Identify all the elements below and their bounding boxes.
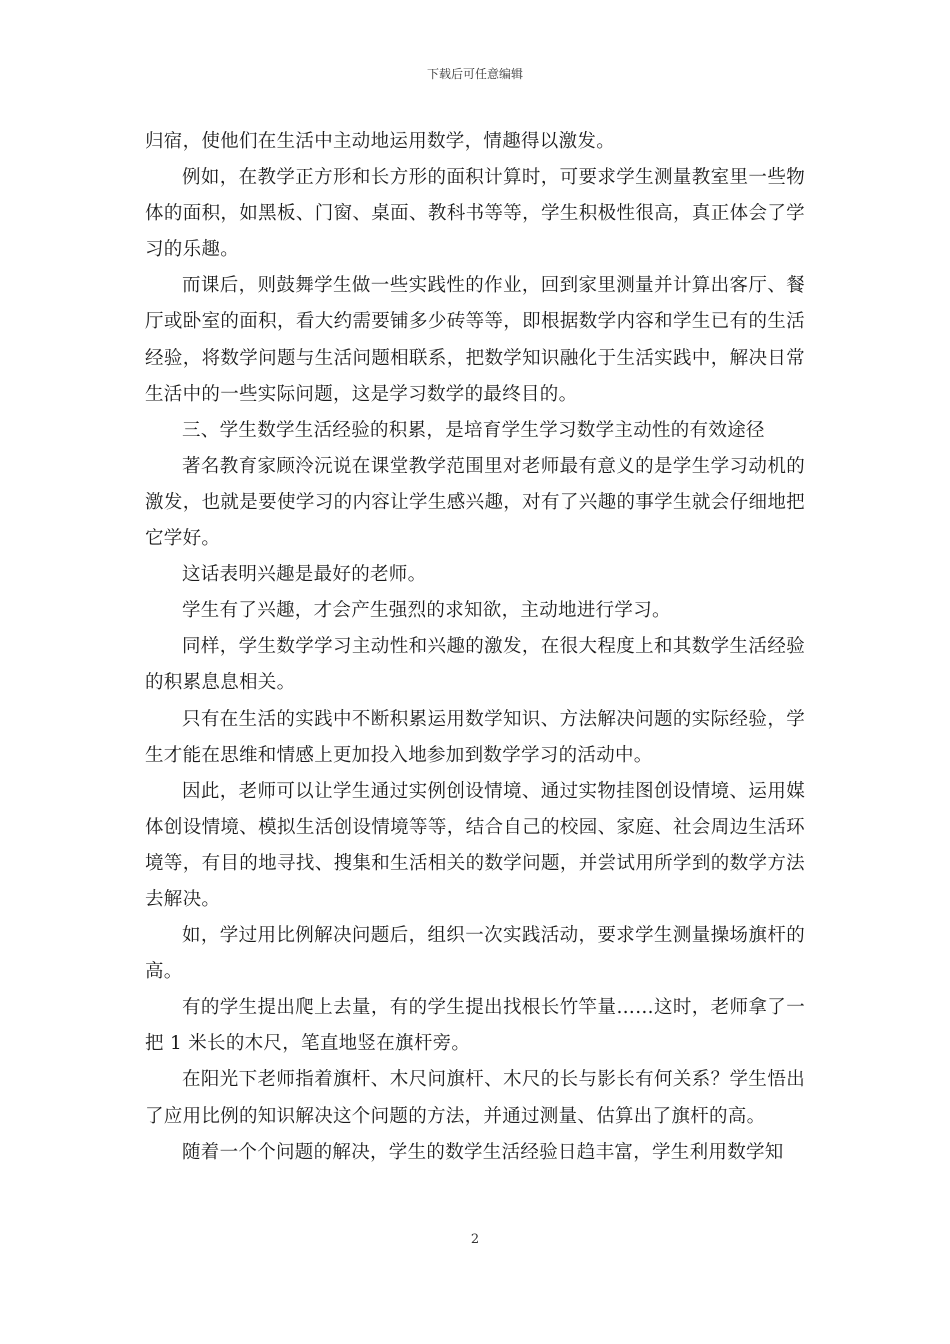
paragraph: 学生有了兴趣，才会产生强烈的求知欲，主动地进行学习。	[182, 600, 671, 622]
paragraph: 这话表明兴趣是最好的老师。	[182, 564, 427, 586]
paragraph: 在阳光下老师指着旗杆、木尺问旗杆、木尺的长与影长有何关系？学生悟出了应用比例的知识解决这个问题的方法，并通过测量、估算出了旗杆的高。	[145, 1069, 805, 1127]
paragraph: 而课后，则鼓舞学生做一些实践性的作业，回到家里测量并计算出客厅、餐厅或卧室的面积，看大约需要铺多少砖等等，即根据数学内容和学生已有的生活经验，将数学问题与生活问题相联系，把数学知识融化于生活实践中，解决日常生活中的一些实际问题，这是学习数学的最终目的。	[145, 275, 805, 405]
paragraph: 如，学过用比例解决问题后，组织一次实践活动，要求学生测量操场旗杆的高。	[145, 925, 805, 983]
paragraph: 因此，老师可以让学生通过实例创设情境、通过实物挂图创设情境、运用媒体创设情境、模拟生活创设情境等等，结合自己的校园、家庭、社会周边生活环境等，有目的地寻找、搜集和生活相关的数学问题，并尝试用所学到的数学方法去解决。	[145, 780, 805, 910]
document-body	[145, 124, 805, 1171]
paragraph: 著名教育家顾泠沅说在课堂教学范围里对老师最有意义的是学生学习动机的激发，也就是要使学习的内容让学生感兴趣，对有了兴趣的事学生就会仔细地把它学好。	[145, 455, 805, 550]
paragraph: 随着一个个问题的解决，学生的数学生活经验日趋丰富，学生利用数学知	[182, 1141, 784, 1163]
page-number: 2	[470, 1232, 480, 1247]
paragraph: 同样，学生数学学习主动性和兴趣的激发，在很大程度上和其数学生活经验的积累息息相关。	[145, 636, 805, 694]
paragraph: 只有在生活的实践中不断积累运用数学知识、方法解决问题的实际经验，学生才能在思维和情感上更加投入地参加到数学学习的活动中。	[145, 708, 805, 766]
paragraph: 例如，在教学正方形和长方形的面积计算时，可要求学生测量教室里一些物体的面积，如黑板、门窗、桌面、教科书等等，学生积极性很高，真正体会了学习的乐趣。	[145, 167, 805, 261]
paragraph: 归宿，使他们在生活中主动地运用数学，情趣得以激发。	[145, 131, 616, 152]
paragraph: 有的学生提出爬上去量，有的学生提出找根长竹竿量……这时，老师拿了一把 1 米长的木尺，笔直地竖在旗杆旁。	[145, 997, 805, 1055]
page-header: 下载后可任意编辑	[426, 67, 523, 81]
section-heading: 三、学生数学生活经验的积累，是培育学生学习数学主动性的有效途径	[182, 419, 765, 441]
